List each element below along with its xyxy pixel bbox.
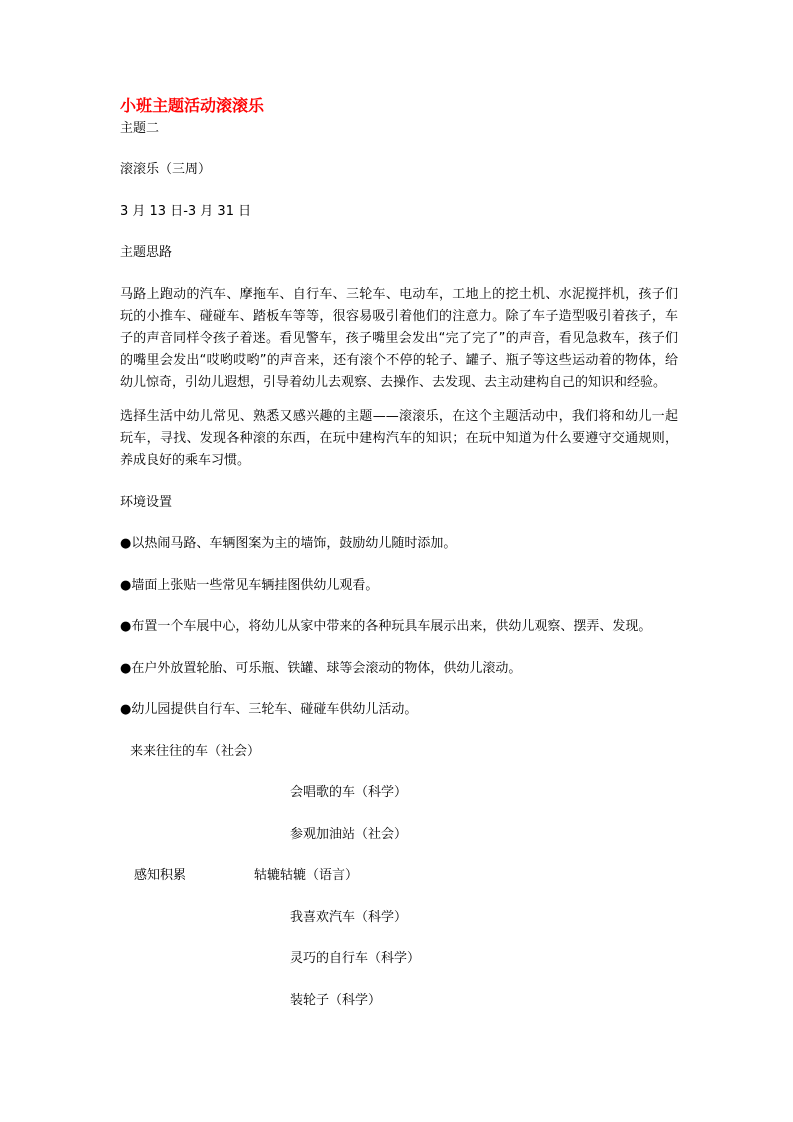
theme-name: 滚滚乐（三周） — [120, 162, 212, 177]
environment-bullet: ●墙面上张贴一些常见车辆挂图供幼儿观看。 — [120, 578, 379, 593]
web-item: 会唱歌的车（科学） — [290, 785, 408, 800]
date-range: 3 月 13 日-3 月 31 日 — [120, 204, 252, 219]
environment-bullet: ●布置一个车展中心，将幼儿从家中带来的各种玩具车展示出来，供幼儿观察、摆弄、发现。 — [120, 619, 652, 634]
idea-paragraph-2: 选择生活中幼儿常见、熟悉又感兴趣的主题——滚滚乐，在这个主题活动中，我们将和幼儿一起玩车，寻找、发现各种滚的东西，在玩中建构汽车的知识；在玩中知道为什么要遵守交通规则，养成良好的乘车习惯。 — [120, 409, 678, 468]
web-branch-traffic: 来来往往的车（社会） — [130, 744, 261, 759]
web-item: 装轮子（科学） — [290, 993, 382, 1008]
document-title: 小班主题活动滚滚乐 — [120, 96, 265, 115]
web-branch-perception: 感知积累 — [134, 868, 187, 883]
web-item: 轱辘轱辘（语言） — [254, 868, 359, 883]
theme-label: 主题二 — [120, 121, 160, 136]
web-item: 参观加油站（社会） — [290, 827, 408, 842]
environment-bullet: ●幼儿园提供自行车、三轮车、碰碰车供幼儿活动。 — [120, 702, 418, 717]
idea-paragraph-1: 马路上跑动的汽车、摩拖车、自行车、三轮车、电动车，工地上的挖土机、水泥搅拌机，孩子们玩的小推车、碰碰车、踏板车等等，很容易吸引着他们的注意力。除了车子造型吸引着孩子，车子的声音同样令孩子着迷。看见警车，孩子嘴里会发出“完了完了”的声音，看见急救车，孩子们的嘴里会发出“哎哟哎哟”的声音来，还有滚个不停的轮子、罐子、瓶子等这些运动着的物体，给幼儿惊奇，引幼儿遐想，引导着幼儿去观察、去操作、去发现、去主动建构自己的知识和经验。 — [120, 287, 678, 390]
environment-bullet: ●在户外放置轮胎、可乐瓶、铁罐、球等会滚动的物体，供幼儿滚动。 — [120, 661, 522, 676]
section-heading-environment: 环境设置 — [120, 495, 173, 510]
web-item: 灵巧的自行车（科学） — [290, 951, 421, 966]
environment-bullet: ●以热闹马路、车辆图案为主的墙饰，鼓励幼儿随时添加。 — [120, 536, 457, 551]
web-item: 我喜欢汽车（科学） — [290, 910, 408, 925]
section-heading-idea: 主题思路 — [120, 245, 173, 260]
